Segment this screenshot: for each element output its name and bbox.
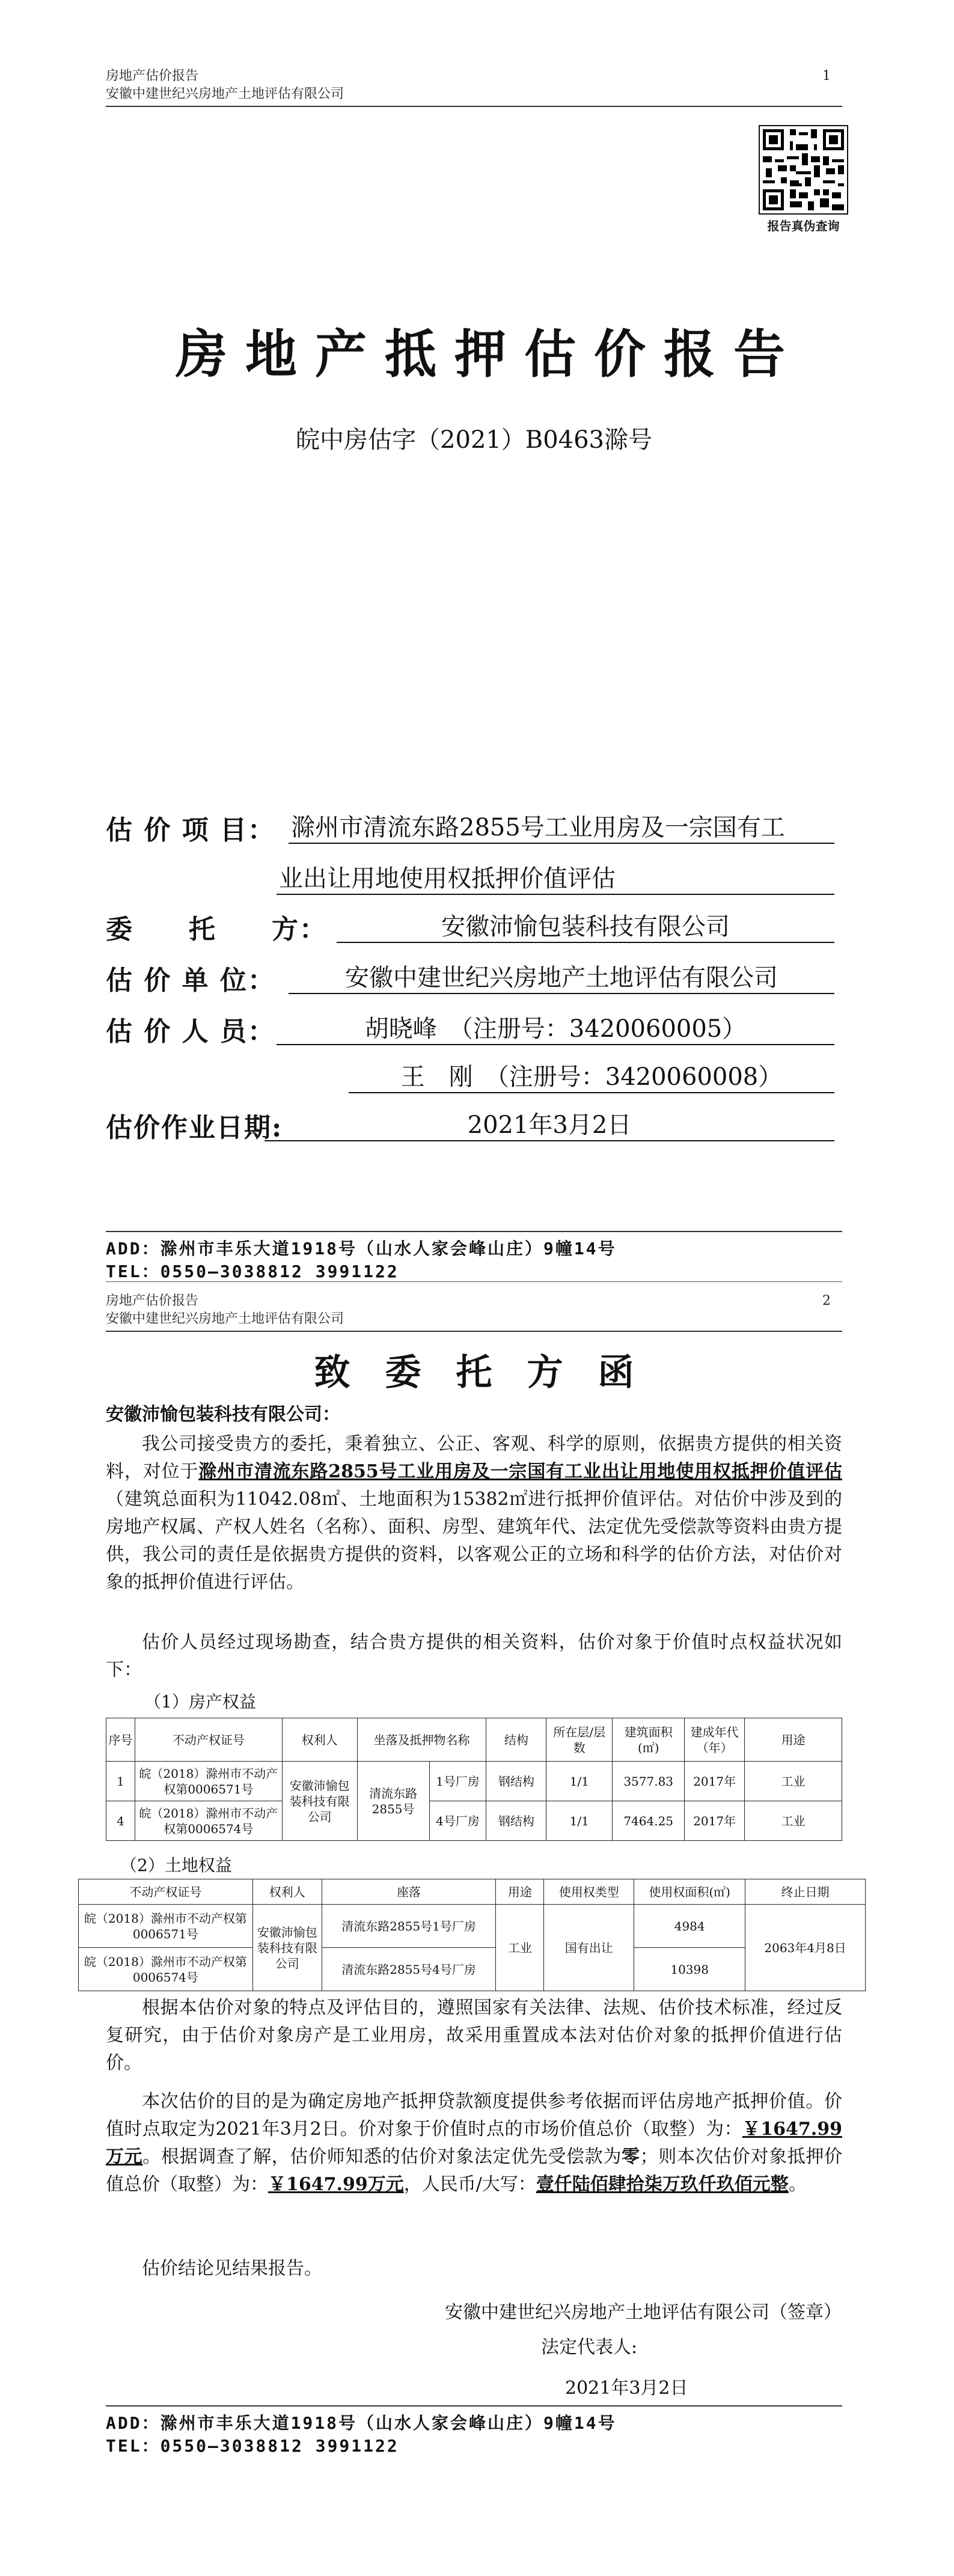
house-header-floor: 所在层/层数	[546, 1718, 613, 1762]
appraiser-1: 胡晓峰 （注册号：3420060005）	[277, 1010, 834, 1045]
project-label: 估 价 项 目：	[106, 815, 275, 846]
doc-number: 皖中房估字（2021）B0463滁号	[296, 426, 652, 454]
page2-header-rule	[106, 1331, 842, 1332]
land-rights-table	[78, 1879, 866, 1991]
page1-header-title: 房地产估价报告	[106, 69, 199, 84]
letter-paragraph-4: 本次估价的目的是为确定房地产抵押贷款额度提供参考依据而评估房地产抵押价值。价值时点取定为2021年3月2日。价对象于价值时点的市场价值总价（取整）为：￥1647.99万元。根据调查了解，估价师知悉的估价对象法定优先受偿款为零；则本次估价对象抵押价值总价（取整）为：￥1647.99万元，人民币/大写：壹仟陆佰肆拾柒万玖仟玖佰元整。	[106, 2091, 843, 2195]
house-header-area: 建筑面积(㎡)	[613, 1718, 685, 1762]
qr-code-icon[interactable]	[759, 125, 848, 215]
page2-header-company: 安徽中建世纪兴房地产土地评估有限公司	[106, 1311, 344, 1326]
house-header-structure: 结构	[486, 1718, 546, 1762]
land-header-right-type: 使用权类型	[544, 1879, 634, 1905]
table-row: 1 皖（2018）滁州市不动产权第0006571号 安徽沛愉包装科技有限公司 清流东路2855号 1号厂房 钢结构 1/1 3577.83 2017年 工业	[106, 1762, 842, 1801]
signature-date: 2021年3月2日	[565, 2378, 688, 2399]
house-header-location: 坐落及抵押物名称	[357, 1718, 486, 1762]
land-header-location: 座落	[322, 1879, 496, 1905]
land-header-use: 用途	[496, 1879, 544, 1905]
page2-header-title: 房地产估价报告	[106, 1293, 199, 1308]
page2-page-number: 2	[822, 1293, 831, 1308]
letter-paragraph-2: 估价人员经过现场勘查，结合贵方提供的相关资料，估价对象于价值时点权益状况如下：	[106, 1632, 842, 1680]
land-header-area: 使用权面积(㎡)	[634, 1879, 745, 1905]
client-value: 安徽沛愉包装科技有限公司	[337, 908, 834, 943]
land-owner-cell: 安徽沛愉包装科技有限公司	[252, 1905, 322, 1991]
page2-footer-rule	[106, 2405, 842, 2407]
house-section-label: （1）房产权益	[144, 1692, 256, 1712]
page1-page-number: 1	[822, 69, 831, 84]
land-header-cert: 不动产权证号	[79, 1879, 253, 1905]
report-title: 房地产抵押估价报告	[176, 324, 803, 385]
page1-header-rule	[106, 106, 842, 107]
page1-footer-address: ADD：滁州市丰乐大道1918号（山水人家会峰山庄）9幢14号	[106, 1239, 617, 1259]
letter-paragraph-3: 根据本估价对象的特点及评估目的，遵照国家有关法律、法规、估价技术标准，经过反复研究，由于估价对象房产是工业用房，故采用重置成本法对估价对象的抵押价值进行估价。	[106, 1997, 842, 2074]
project-value-line2: 业出让用地使用权抵押价值评估	[277, 859, 834, 895]
house-header-use: 用途	[745, 1718, 842, 1762]
letter-title: 致委托方函	[314, 1352, 669, 1394]
market-value: ￥1647.99万元	[106, 2119, 842, 2167]
mortgage-value: ￥1647.99万元	[268, 2174, 404, 2195]
appraiser-unit-label: 估 价 单 位：	[106, 965, 275, 996]
house-header-cert: 不动产权证号	[135, 1718, 282, 1762]
page1-header-company: 安徽中建世纪兴房地产土地评估有限公司	[106, 87, 344, 102]
land-use-cell: 工业	[496, 1905, 544, 1991]
land-section-label: （2）土地权益	[120, 1855, 232, 1875]
signature-company: 安徽中建世纪兴房地产土地评估有限公司（签章）	[445, 2302, 842, 2323]
page2-footer-tel: TEL：0550—3038812 3991122	[106, 2436, 399, 2456]
table-row: 4 皖（2018）滁州市不动产权第0006574号 4号厂房 钢结构 1/1 7464.25 2017年 工业	[106, 1801, 842, 1841]
appraisers-label: 估 价 人 员：	[106, 1016, 275, 1047]
appraiser-unit-value: 安徽中建世纪兴房地产土地评估有限公司	[289, 959, 834, 994]
letter-paragraph-1: 我公司接受贵方的委托，秉着独立、公正、客观、科学的原则，依据贵方提供的相关资料，对位于滁州市清流东路2855号工业用房及一宗国有工业出让用地使用权抵押价值评估（建筑总面积为11042.08㎡、土地面积为15382㎡进行抵押价值评估。对估价中涉及到的房地产权属、产权人姓名（名称）、面积、房型、建筑年代、法定优先受偿款等资料由贵方提供，我公司的责任是依据贵方提供的资料，以客观公正的立场和科学的估价方法，对估价对象的抵押价值进行评估。	[106, 1433, 843, 1593]
appraiser-2: 王 刚 （注册号：3420060008）	[349, 1058, 834, 1093]
page2-footer-address: ADD：滁州市丰乐大道1918号（山水人家会峰山庄）9幢14号	[106, 2413, 617, 2433]
signature-representative: 法定代表人:	[541, 2337, 638, 2358]
house-header-owner: 权利人	[282, 1718, 357, 1762]
house-rights-table	[106, 1718, 842, 1841]
mortgage-value-uppercase: 壹仟陆佰肆拾柒万玖仟玖佰元整	[536, 2174, 789, 2195]
page1-footer-tel: TEL：0550—3038812 3991122	[106, 1262, 399, 1281]
letter-paragraph-5: 估价结论见结果报告。	[142, 2258, 322, 2279]
page1-footer-rule	[106, 1231, 842, 1232]
land-header-owner: 权利人	[252, 1879, 322, 1905]
date-label: 估价作业日期:	[106, 1113, 283, 1143]
client-label: 委 托 方：	[106, 914, 327, 945]
date-value: 2021年3月2日	[264, 1106, 834, 1141]
house-header-year: 建成年代（年）	[685, 1718, 745, 1762]
land-end-date-cell: 2063年4月8日	[745, 1905, 866, 1991]
project-value-line1: 滁州市清流东路2855号工业用房及一宗国有工	[289, 808, 834, 844]
qr-caption: 报告真伪查询	[767, 219, 840, 233]
house-header-no: 序号	[106, 1718, 135, 1762]
table-row: 皖（2018）滁州市不动产权第0006571号 安徽沛愉包装科技有限公司 清流东路2855号1号厂房 工业 国有出让 4984 2063年4月8日	[79, 1905, 866, 1948]
house-location-cell: 清流东路2855号	[357, 1762, 429, 1841]
page-break	[106, 1281, 842, 1282]
land-right-type-cell: 国有出让	[544, 1905, 634, 1991]
table-row: 皖（2018）滁州市不动产权第0006574号 清流东路2855号4号厂房 10398	[79, 1948, 866, 1991]
house-owner-cell: 安徽沛愉包装科技有限公司	[282, 1762, 357, 1841]
addressee: 安徽沛愉包装科技有限公司：	[106, 1404, 340, 1425]
land-header-end-date: 终止日期	[745, 1879, 866, 1905]
